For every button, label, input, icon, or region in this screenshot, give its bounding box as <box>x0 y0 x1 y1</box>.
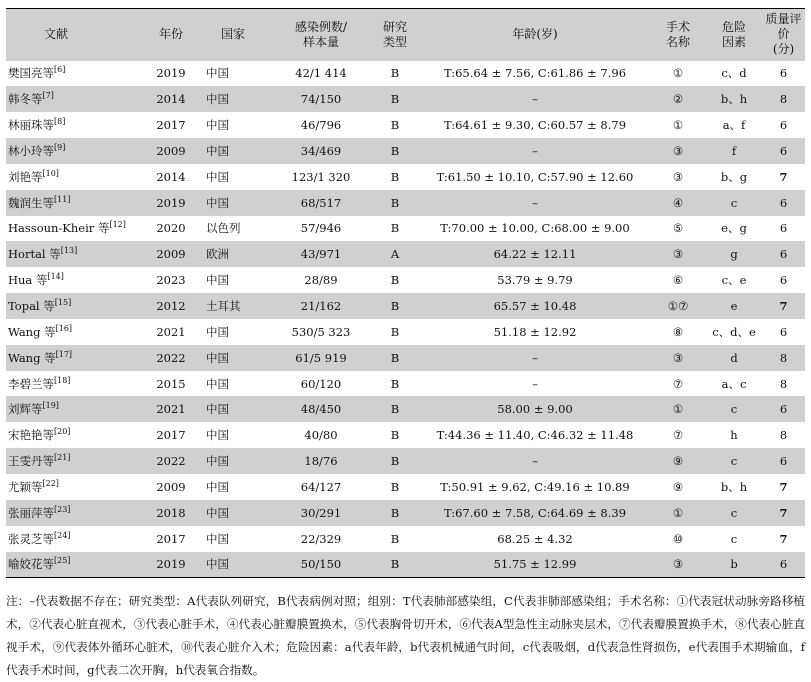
header-year: 年份 <box>158 27 183 42</box>
cell-country: 欧洲 <box>206 247 229 262</box>
reference-author: Hua 等 <box>8 273 48 288</box>
header-surgery <box>650 9 706 61</box>
reference-citation: [17] <box>55 349 73 359</box>
cell-quality: 7 <box>779 479 788 494</box>
header-type-line1: 研究 <box>382 19 407 34</box>
header-country: 国家 <box>220 27 245 42</box>
reference-citation: [7] <box>42 91 54 101</box>
cell-year: 2019 <box>156 66 186 81</box>
cell-year: 2017 <box>156 428 186 443</box>
table-row <box>6 138 805 164</box>
reference-citation: [11] <box>54 194 71 204</box>
cell-cases: 57/946 <box>300 221 342 236</box>
cell-quality: 7 <box>779 505 788 520</box>
cell-quality: 7 <box>779 299 788 314</box>
table-row <box>6 61 805 87</box>
cell-year: 2021 <box>156 402 186 417</box>
cell-cases: 34/469 <box>300 143 342 158</box>
cell-age: T:64.61 ± 9.30, C:60.57 ± 8.79 <box>443 118 627 133</box>
cell-year: 2014 <box>156 92 186 107</box>
header-risk-line1: 危险 <box>721 19 746 34</box>
cell-surgery: ④ <box>672 195 684 210</box>
reference-citation: [24] <box>54 530 71 540</box>
cell-surgery: ①⑦ <box>667 299 689 314</box>
reference-citation: [16] <box>55 323 73 333</box>
cell-type: B <box>390 454 400 469</box>
reference-citation: [20] <box>54 427 71 437</box>
cell-risk: b <box>730 557 738 572</box>
cell-surgery: ③ <box>672 169 684 184</box>
cell-risk: a、c <box>721 376 747 391</box>
cell-type: B <box>390 221 400 236</box>
cell-reference <box>6 164 148 190</box>
cell-type: B <box>390 195 400 210</box>
reference-author: Wang 等 <box>8 350 56 365</box>
header-quality-line2: (分) <box>772 42 795 57</box>
cell-type: B <box>390 428 400 443</box>
cell-age: T:67.60 ± 7.58, C:64.69 ± 8.39 <box>443 505 627 520</box>
cell-cases: 74/150 <box>300 92 342 107</box>
cell-risk: b、h <box>720 479 748 494</box>
reference-author: 李碧兰等 <box>8 376 54 391</box>
cell-reference <box>6 112 148 138</box>
cell-type: B <box>390 531 400 546</box>
cell-type: B <box>390 118 400 133</box>
cell-reference <box>6 319 148 345</box>
reference-citation: [9] <box>54 142 66 152</box>
header-risk-line2: 因素 <box>721 34 746 49</box>
cell-country: 中国 <box>206 402 229 417</box>
cell-reference <box>6 371 148 397</box>
cell-reference <box>6 267 148 293</box>
cell-age: – <box>532 143 538 158</box>
cell-cases: 60/120 <box>300 376 342 391</box>
reference-citation: [13] <box>60 246 78 256</box>
cell-reference <box>6 448 148 474</box>
reference-author: 樊国亮等 <box>8 66 54 81</box>
cell-surgery: ⑨ <box>672 479 684 494</box>
reference-citation: [12] <box>109 220 126 230</box>
cell-age: 51.75 ± 12.99 <box>493 557 577 572</box>
cell-risk: b、g <box>720 169 748 184</box>
reference-author: 宋艳艳等 <box>8 428 54 443</box>
reference-citation: [22] <box>42 478 59 488</box>
cell-risk: c <box>730 454 738 469</box>
cell-surgery: ② <box>672 92 684 107</box>
reference-citation: [10] <box>42 168 59 178</box>
cell-year: 2018 <box>156 505 186 520</box>
cell-quality: 6 <box>779 247 788 262</box>
table-row <box>6 371 805 397</box>
table-row <box>6 448 805 474</box>
reference-citation: [21] <box>54 453 71 463</box>
cell-age: T:61.50 ± 10.10, C:57.90 ± 12.60 <box>436 169 634 184</box>
table-row <box>6 345 805 371</box>
cell-quality: 6 <box>779 454 788 469</box>
cell-age: 53.79 ± 9.79 <box>497 273 573 288</box>
table-row <box>6 112 805 138</box>
reference-citation: [19] <box>42 401 59 411</box>
reference-citation: [8] <box>54 117 66 127</box>
cell-quality: 6 <box>779 143 788 158</box>
cell-reference <box>6 61 148 87</box>
cell-age: T:50.91 ± 9.62, C:49.16 ± 10.89 <box>440 479 630 494</box>
reference-author: 张丽萍等 <box>8 505 54 520</box>
cell-cases: 61/5 919 <box>295 350 347 365</box>
literature-table <box>6 8 805 578</box>
cell-risk: b、h <box>720 92 748 107</box>
table-row <box>6 526 805 552</box>
cell-risk: e、g <box>721 221 747 236</box>
cell-reference <box>6 345 148 371</box>
cell-country: 中国 <box>206 169 229 184</box>
cell-country: 中国 <box>206 350 229 365</box>
reference-author: 林丽珠等 <box>8 118 54 133</box>
cell-country: 中国 <box>206 531 229 546</box>
cell-year: 2020 <box>156 221 186 236</box>
cell-surgery: ⑧ <box>672 324 684 339</box>
cell-reference <box>6 293 148 319</box>
cell-risk: e <box>730 299 738 314</box>
cell-risk: c <box>730 505 738 520</box>
cell-quality: 7 <box>779 169 788 184</box>
cell-surgery: ③ <box>672 350 684 365</box>
cell-risk: c <box>730 195 738 210</box>
cell-year: 2012 <box>156 299 186 314</box>
table-row <box>6 241 805 267</box>
reference-author: Wang 等 <box>8 324 56 339</box>
cell-cases: 43/971 <box>300 247 342 262</box>
cell-surgery: ⑩ <box>672 531 684 546</box>
cell-risk: g <box>730 247 738 262</box>
cell-cases: 30/291 <box>300 505 342 520</box>
cell-type: B <box>390 169 400 184</box>
header-cases-line2: 样本量 <box>302 34 339 49</box>
header-cases <box>272 9 370 61</box>
cell-type: B <box>390 479 400 494</box>
cell-year: 2022 <box>156 350 186 365</box>
cell-cases: 68/517 <box>300 195 342 210</box>
cell-reference <box>6 526 148 552</box>
reference-author: 王雯丹等 <box>8 454 54 469</box>
cell-quality: 8 <box>779 350 788 365</box>
reference-citation: [18] <box>54 375 71 385</box>
cell-age: 58.00 ± 9.00 <box>497 402 573 417</box>
cell-risk: c <box>730 402 738 417</box>
reference-author: 魏润生等 <box>8 195 54 210</box>
cell-reference <box>6 396 148 422</box>
cell-age: 64.22 ± 12.11 <box>493 247 577 262</box>
cell-type: B <box>390 92 400 107</box>
cell-age: – <box>532 454 538 469</box>
cell-cases: 18/76 <box>304 454 338 469</box>
cell-type: B <box>390 273 400 288</box>
cell-quality: 6 <box>779 557 788 572</box>
cell-reference <box>6 241 148 267</box>
cell-surgery: ⑦ <box>672 376 684 391</box>
cell-year: 2017 <box>156 531 186 546</box>
cell-country: 中国 <box>206 505 229 520</box>
cell-type: B <box>390 299 400 314</box>
cell-country: 中国 <box>206 479 229 494</box>
cell-age: – <box>532 350 538 365</box>
cell-quality: 6 <box>779 402 788 417</box>
table-row <box>6 216 805 242</box>
cell-type: A <box>390 247 400 262</box>
cell-reference <box>6 138 148 164</box>
table-row <box>6 500 805 526</box>
reference-citation: [14] <box>47 272 64 282</box>
cell-quality: 6 <box>779 273 788 288</box>
cell-age: 65.57 ± 10.48 <box>493 299 577 314</box>
cell-country: 以色列 <box>206 221 241 236</box>
cell-quality: 8 <box>779 376 788 391</box>
cell-country: 中国 <box>206 143 229 158</box>
literature-table-container <box>6 8 805 578</box>
table-body <box>6 61 805 578</box>
reference-author: Hassoun-Kheir 等 <box>8 221 110 236</box>
cell-cases: 48/450 <box>300 402 342 417</box>
reference-author: 喻姣花等 <box>8 557 54 572</box>
cell-year: 2009 <box>156 143 186 158</box>
cell-quality: 6 <box>779 221 788 236</box>
cell-surgery: ⑥ <box>672 273 684 288</box>
cell-cases: 46/796 <box>300 118 342 133</box>
cell-country: 中国 <box>206 92 229 107</box>
header-quality <box>762 9 805 61</box>
cell-year: 2014 <box>156 169 186 184</box>
cell-cases: 530/5 323 <box>291 324 351 339</box>
reference-citation: [23] <box>54 504 71 514</box>
cell-age: 51.18 ± 12.92 <box>493 324 577 339</box>
table-row <box>6 422 805 448</box>
header-study-type <box>370 9 420 61</box>
cell-reference <box>6 86 148 112</box>
cell-surgery: ① <box>672 402 684 417</box>
cell-country: 中国 <box>206 428 229 443</box>
cell-reference <box>6 500 148 526</box>
reference-citation: [15] <box>54 298 72 308</box>
cell-age: 68.25 ± 4.32 <box>497 531 573 546</box>
cell-quality: 8 <box>779 428 788 443</box>
table-row <box>6 319 805 345</box>
cell-cases: 42/1 414 <box>295 66 347 81</box>
cell-country: 土耳其 <box>206 299 241 314</box>
cell-cases: 50/150 <box>300 557 342 572</box>
header-risk <box>706 9 762 61</box>
cell-cases: 123/1 320 <box>291 169 351 184</box>
reference-author: 林小玲等 <box>8 143 54 158</box>
table-row <box>6 293 805 319</box>
table-row <box>6 267 805 293</box>
reference-author: 张灵芝等 <box>8 531 54 546</box>
table-header-row <box>6 9 805 61</box>
reference-author: Hortal 等 <box>8 247 61 262</box>
reference-author: 刘辉等 <box>8 402 43 417</box>
cell-risk: a、f <box>722 118 746 133</box>
cell-risk: c <box>730 531 738 546</box>
cell-cases: 22/329 <box>300 531 342 546</box>
table-row <box>6 190 805 216</box>
cell-age: T:70.00 ± 10.00, C:68.00 ± 9.00 <box>440 221 630 236</box>
cell-reference <box>6 190 148 216</box>
cell-risk: d <box>730 350 738 365</box>
cell-type: B <box>390 557 400 572</box>
cell-year: 2015 <box>156 376 186 391</box>
cell-year: 2021 <box>156 324 186 339</box>
cell-reference <box>6 422 148 448</box>
cell-age: – <box>532 195 538 210</box>
cell-type: B <box>390 505 400 520</box>
header-age: 年龄(岁) <box>512 27 558 42</box>
cell-year: 2017 <box>156 118 186 133</box>
cell-type: B <box>390 66 400 81</box>
cell-type: B <box>390 350 400 365</box>
cell-country: 中国 <box>206 118 229 133</box>
cell-country: 中国 <box>206 195 229 210</box>
table-row <box>6 474 805 500</box>
cell-age: – <box>532 92 538 107</box>
table-row <box>6 86 805 112</box>
cell-year: 2023 <box>156 273 186 288</box>
table-row <box>6 552 805 578</box>
cell-type: B <box>390 143 400 158</box>
cell-surgery: ⑤ <box>672 221 684 236</box>
cell-cases: 64/127 <box>300 479 342 494</box>
cell-year: 2019 <box>156 195 186 210</box>
cell-risk: h <box>730 428 738 443</box>
reference-author: 刘艳等 <box>8 169 43 184</box>
reference-citation: [25] <box>54 556 71 566</box>
table-row <box>6 396 805 422</box>
cell-year: 2022 <box>156 454 186 469</box>
cell-age: – <box>532 376 538 391</box>
cell-reference <box>6 216 148 242</box>
cell-surgery: ③ <box>672 247 684 262</box>
cell-risk: c、d、e <box>712 324 756 339</box>
table-footnote: 注：–代表数据不存在；研究类型：A代表队列研究，B代表病例对照；组别：T代表肺部感染组，C代表非肺部感染组；手术名称：①代表冠状动脉旁路移植术，②代表心脏直视术，③代表心脏手术，④代表心脏瓣膜置换术，⑤代表胸骨切开术，⑥代表A型急性主动脉夹层术，⑦代表瓣膜置换手术，⑧代表心脏直视手术，⑨代表体外循环心脏术，⑩代表心脏介入术；危险因素：a代表年龄，b代表机械通气时间，c代表吸烟，d代表急性肾损伤，e代表围手术期输血，f代表手术时间，g代表二次开胸，h代表氧合指数。 <box>6 594 805 677</box>
cell-type: B <box>390 324 400 339</box>
cell-quality: 8 <box>779 92 788 107</box>
cell-cases: 21/162 <box>300 299 342 314</box>
cell-surgery: ③ <box>672 557 684 572</box>
cell-quality: 6 <box>779 324 788 339</box>
header-surgery-line2: 名称 <box>665 34 690 49</box>
cell-country: 中国 <box>206 66 229 81</box>
reference-citation: [6] <box>54 65 66 75</box>
cell-age: T:65.64 ± 7.56, C:61.86 ± 7.96 <box>443 66 627 81</box>
header-surgery-line1: 手术 <box>665 19 690 34</box>
cell-quality: 6 <box>779 66 788 81</box>
cell-country: 中国 <box>206 376 229 391</box>
cell-quality: 6 <box>779 118 788 133</box>
cell-country: 中国 <box>206 324 229 339</box>
reference-author: 尤颖等 <box>8 479 43 494</box>
cell-country: 中国 <box>206 273 229 288</box>
cell-year: 2009 <box>156 479 186 494</box>
cell-risk: c、d <box>721 66 747 81</box>
cell-reference <box>6 552 148 578</box>
cell-surgery: ① <box>672 505 684 520</box>
table-row <box>6 164 805 190</box>
cell-year: 2019 <box>156 557 186 572</box>
header-type-line2: 类型 <box>382 34 407 49</box>
reference-author: Topal 等 <box>8 299 55 314</box>
cell-cases: 28/89 <box>304 273 338 288</box>
header-ref: 文献 <box>44 27 69 42</box>
cell-surgery: ⑨ <box>672 454 684 469</box>
cell-risk: f <box>731 143 737 158</box>
cell-country: 中国 <box>206 557 229 572</box>
cell-quality: 6 <box>779 195 788 210</box>
header-cases-line1: 感染例数/ <box>294 19 348 34</box>
cell-surgery: ① <box>672 66 684 81</box>
reference-author: 韩冬等 <box>8 92 43 107</box>
header-quality-line1: 质量评价 <box>765 12 802 42</box>
cell-reference <box>6 474 148 500</box>
cell-surgery: ⑦ <box>672 428 684 443</box>
cell-surgery: ③ <box>672 143 684 158</box>
cell-age: T:44.36 ± 11.40, C:46.32 ± 11.48 <box>436 428 634 443</box>
cell-type: B <box>390 376 400 391</box>
cell-type: B <box>390 402 400 417</box>
cell-country: 中国 <box>206 454 229 469</box>
cell-risk: c、e <box>721 273 747 288</box>
cell-surgery: ① <box>672 118 684 133</box>
cell-quality: 7 <box>779 531 788 546</box>
cell-year: 2009 <box>156 247 186 262</box>
cell-cases: 40/80 <box>304 428 338 443</box>
